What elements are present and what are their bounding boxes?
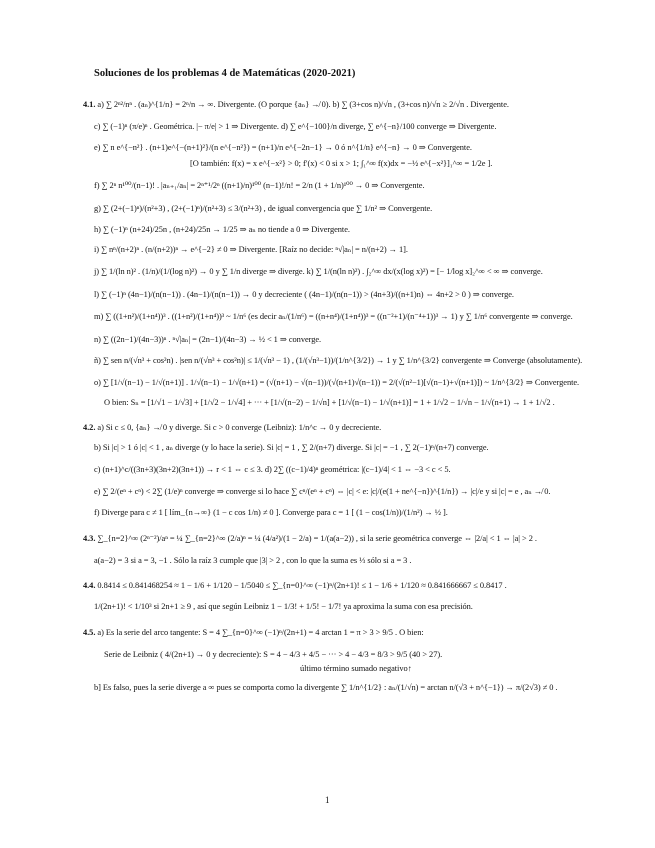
solution-text: c) (n+1)^c/((3n+3)(3n+2)(3n+1)) → r < 1 ⇔ c ≤ 3. d) 2∑ ((c−1)/4)ⁿ geométrica: |(c−1)/4| < 1 ⇔ −3 < c < 5. <box>94 465 451 474</box>
solution-line <box>94 121 496 132</box>
problem-number: 4.2. <box>83 423 98 432</box>
solution-line <box>94 601 473 612</box>
solution-text: i) ∑ nⁿ/(n+2)ⁿ . (n/(n+2))ⁿ → e^{−2} ≠ 0 ⇒ Divergente. [Raíz no decide: ⁿ√|aₙ| = n/(n+2) → 1]. <box>94 245 408 254</box>
solution-line <box>94 244 408 255</box>
solution-line <box>83 422 381 433</box>
solution-text: l) ∑ (−1)ⁿ (4n−1)/(n(n−1)) . (4n−1)/(n(n−1)) → 0 y decreciente ( (4n−1)/(n(n−1)) > (4n+3)/((n+1)n) ⇔ 4n+2 > 0 ) ⇒ converge. <box>94 290 514 299</box>
solution-line <box>94 377 579 388</box>
solution-text: a) Es la serie del arco tangente: S = 4 ∑_{n=0}^∞ (−1)ⁿ/(2n+1) = 4 arctan 1 = π > 3 > 9/5 . O bien: <box>97 628 424 637</box>
solution-text: ∑_{n=2}^∞ (2ⁿ⁻²)/aⁿ = ¼ ∑_{n=2}^∞ (2/a)ⁿ = ¼ (4/a²)/(1 − 2/a) = 1/(a(a−2)) , si la serie geométrica converge ⇔ |2/a| < 1 ⇔ |a| > 2 . <box>97 534 537 543</box>
problem-number: 4.3. <box>83 534 98 543</box>
solution-line <box>94 203 432 214</box>
solution-text: e) ∑ 2/(eⁿ + cⁿ) < 2∑ (1/e)ⁿ converge ⇒ converge si lo hace ∑ cⁿ/(eⁿ + cⁿ) ⇔ |c| < e: |c|/(e(1 + ne^{−n})^{1/n}) → |c|/e y si |c| = e , aₙ ↛ 0. <box>94 487 551 496</box>
solution-text: último término sumado negativo↑ <box>300 664 412 673</box>
problem-number: 4.4. <box>83 581 98 590</box>
solution-text: e) ∑ n e^{−n²} . (n+1)e^{−(n+1)²}/(n e^{−n²}) = (n+1)/n e^{−2n−1} → 0 ó n^{1/n} e^{−n} → 0 ⇒ Convergente. <box>94 143 472 152</box>
problem-number: 4.5. <box>83 628 98 637</box>
page-number: 1 <box>325 795 330 805</box>
solution-text: m) ∑ ((1+n²)/(1+n⁴))³ . ((1+n²)/(1+n⁴))³ ~ 1/n⁶ (es decir aₙ/(1/n⁶) = ((n+n⁴)/(1+n⁴))³ = ((n⁻²+1)/(n⁻⁴+1))³ → 1) y ∑ 1/n⁶ convergente ⇒ converge. <box>94 312 573 321</box>
solution-line <box>94 682 557 693</box>
solution-line <box>94 555 411 566</box>
solution-line <box>300 663 412 674</box>
solution-line <box>190 158 492 169</box>
solution-line <box>94 486 550 497</box>
solution-text: 0.8414 ≤ 0.841468254 ≈ 1 − 1/6 + 1/120 − 1/5040 ≤ ∑_{n=0}^∞ (−1)ⁿ/(2n+1)! ≤ 1 − 1/6 + 1/120 ≈ 0.841666667 ≤ 0.8417 . <box>97 581 507 590</box>
solution-line <box>94 311 573 322</box>
solution-text: f) ∑ 2ⁿ n¹⁰⁰/(n−1)! . |aₙ₊₁/aₙ| = 2ⁿ⁺¹/2ⁿ ((n+1)/n)¹⁰⁰ (n−1)!/n! = 2/n (1 + 1/n)¹⁰⁰ → 0 ⇒ Convergente. <box>94 181 425 190</box>
solution-line <box>94 334 321 345</box>
problem-number: 4.1. <box>83 100 98 109</box>
solution-line <box>104 397 555 408</box>
page-title: Soluciones de los problemas 4 de Matemáticas (2020-2021) <box>94 68 356 79</box>
solution-line <box>83 533 537 544</box>
solution-text: b] Es falso, pues la serie diverge a ∞ pues se comporta como la divergente ∑ 1/n^{1/2} : aₙ/(1/√n) = arctan n/(√3 + n^{−1}) → π/(2√3) ≠ 0 . <box>94 683 558 692</box>
solution-text: a(a−2) = 3 si a = 3, −1 . Sólo la raíz 3 cumple que |3| > 2 , con lo que la suma es ⅓ sólo si a = 3 . <box>94 556 412 565</box>
solution-text: n) ∑ ((2n−1)/(4n−3))ⁿ . ⁿ√|aₙ| = (2n−1)/(4n−3) → ½ < 1 ⇒ converge. <box>94 335 322 344</box>
solution-line <box>83 580 507 591</box>
solution-line <box>83 99 509 110</box>
solution-text: 1/(2n+1)! < 1/10³ si 2n+1 ≥ 9 , así que según Leibniz 1 − 1/3! + 1/5! − 1/7! ya aproxima la suma con esa precisión. <box>94 602 473 611</box>
solution-text: O bien: Sₙ = [1/√1 − 1/√3] + [1/√2 − 1/√4] + ··· + [1/√(n−2) − 1/√n] + [1/√(n−1) − 1/√(n+1)] = 1 + 1/√2 − 1/√n − 1/√(n+1) → 1 + 1/√2 . <box>104 398 555 407</box>
solution-line <box>94 355 582 366</box>
solution-text: b) Si |c| > 1 ó |c| < 1 , aₙ diverge (y lo hace la serie). Si |c| = 1 , ∑ 2/(n+7) diverge. Si |c| = −1 , ∑ 2(−1)ⁿ/(n+7) converge. <box>94 443 489 452</box>
solution-text: [O también: f(x) = x e^{−x²} > 0; f′(x) < 0 si x > 1; ∫₁^∞ f(x)dx = −½ e^{−x²}]₁^∞ = 1/2e ]. <box>190 159 493 168</box>
solution-text: c) ∑ (−1)ⁿ (π/e)ⁿ . Geométrica. |− π/e| > 1 ⇒ Divergente. d) ∑ e^{−100}/n diverge, ∑ e^{−n}/100 converge ⇒ Divergente. <box>94 122 497 131</box>
solution-line <box>94 180 425 191</box>
solution-line <box>94 142 472 153</box>
solution-line <box>94 442 489 453</box>
solution-line <box>83 627 424 638</box>
solution-text: j) ∑ 1/(ln n)² . (1/n)/(1/(log n)²) → 0 y ∑ 1/n diverge ⇒ diverge. k) ∑ 1/(n(ln n)²) . ∫₂^∞ dx/(x(log x)²) = [− 1/log x]₂^∞ < ∞ ⇒ converge. <box>94 267 543 276</box>
solution-line <box>94 224 350 235</box>
solution-line <box>104 649 442 660</box>
solution-line <box>94 289 514 300</box>
solution-text: a) Si c ≤ 0, {aₙ} ↛ 0 y diverge. Si c > 0 converge (Leibniz): 1/n^c → 0 y decreciente. <box>97 423 382 432</box>
solution-line <box>94 507 448 518</box>
solution-text: f) Diverge para c ≠ 1 [ lím_{n→∞} (1 − c cos 1/n) ≠ 0 ]. Converge para c = 1 [ (1 − cos(1/n))/(1/n²) → ½ ]. <box>94 508 448 517</box>
solution-line <box>94 464 451 475</box>
solution-text: o) ∑ [1/√(n−1) − 1/√(n+1)] . 1/√(n−1) − 1/√(n+1) = (√(n+1) − √(n−1))/(√(n+1)√(n−1)) = 2/(√(n²−1)[√(n−1)+√(n+1)]) ~ 1/n^{3/2} ⇒ Convergente. <box>94 378 580 387</box>
solution-text: Serie de Leibniz ( 4/(2n+1) → 0 y decreciente): S = 4 − 4/3 + 4/5 − ··· > 4 − 4/3 = 8/3 > 9/5 (40 > 27). <box>104 650 443 659</box>
solution-line <box>94 266 543 277</box>
solution-text: h) ∑ (−1)ⁿ (n+24)/25n , (n+24)/25n → 1/25 ⇒ aₙ no tiende a 0 ⇒ Divergente. <box>94 225 350 234</box>
solution-text: ñ) ∑ sen n/(√n³ + cos²n) . |sen n/(√n³ + cos²n)| ≤ 1/(√n³ − 1) , (1/(√n³−1))/(1/n^{3/2}) → 1 y ∑ 1/n^{3/2} convergente ⇒ Converge (absolutamente). <box>94 356 583 365</box>
solution-text: g) ∑ (2+(−1)ⁿ)/(n²+3) , (2+(−1)ⁿ)/(n²+3) ≤ 3/(n²+3) , de igual convergencia que ∑ 1/n² ⇒ Convergente. <box>94 204 433 213</box>
solution-text: a) ∑ 2ⁿ²/nⁿ . (aₙ)^{1/n} = 2ⁿ/n → ∞. Divergente. (O porque {aₙ} ↛ 0). b) ∑ (3+cos n)/√n , (3+cos n)/√n ≥ 2/√n . Divergente. <box>97 100 509 109</box>
